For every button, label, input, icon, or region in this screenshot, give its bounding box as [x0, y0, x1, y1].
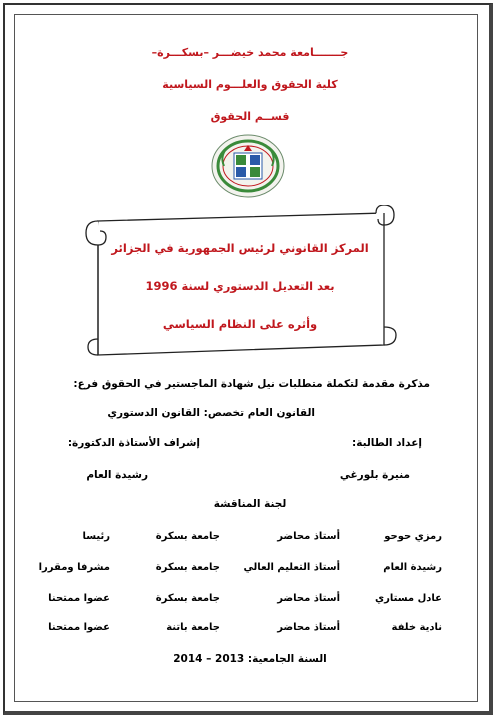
member-rank: أستاذ محاضر [277, 622, 340, 633]
member-rank: أستاذ محاضر [277, 531, 340, 542]
student-label: إعداد الطالبة: [352, 437, 422, 449]
member-name: عادل مستاري [374, 593, 442, 604]
member-name: رمزي حوحو [384, 531, 442, 542]
thesis-title-line-3: وأثره على النظام السياسي [162, 317, 318, 331]
member-role: مشرفا ومقررا [38, 562, 110, 573]
committee-title: لجنة المناقشة [213, 498, 287, 510]
department-name: قســم الحقوق [210, 110, 290, 123]
member-university: جامعة بسكرة [155, 531, 220, 542]
academic-year: السنة الجامعية: 2013 – 2014 [173, 653, 327, 665]
member-rank: أستاذ محاضر [277, 593, 340, 604]
member-university: جامعة باتنة [166, 622, 220, 633]
member-name: رشيدة العام [383, 562, 442, 573]
committee-member-row [0, 531, 500, 547]
specialty-line: القانون العام تخصص: القانون الدستوري [107, 407, 315, 419]
student-name: منيرة بلورغي [339, 469, 410, 481]
supervisor-name: رشيدة العام [86, 469, 148, 481]
member-role: عضوا ممتحنا [48, 593, 110, 604]
supervisor-label: إشراف الأستاذة الدكتورة: [67, 437, 200, 449]
faculty-name: كلية الحقوق والعلـــوم السياسية [162, 78, 338, 91]
committee-member-row [0, 593, 500, 609]
member-role: عضوا ممتحنا [48, 622, 110, 633]
member-role: رئيسا [82, 531, 110, 542]
committee-member-row [0, 622, 500, 638]
member-rank: أستاذ التعليم العالي [243, 562, 340, 573]
memo-description: مذكرة مقدمة لتكملة متطلبات نيل شهادة الماجستير في الحقوق فرع: [73, 378, 430, 390]
university-name: جـــــــامعة محمد خيضـــر –بسكـــرة– [151, 46, 349, 59]
member-university: جامعة بسكرة [155, 593, 220, 604]
member-university: جامعة بسكرة [155, 562, 220, 573]
member-name: نادية خلفة [391, 622, 442, 633]
university-seal-icon [210, 133, 286, 199]
committee-member-row [0, 562, 500, 578]
thesis-title-line-1: المركز القانوني لرئيس الجمهورية في الجزائر [111, 241, 369, 255]
thesis-title-line-2: بعد التعديل الدستوري لسنة 1996 [145, 279, 335, 293]
